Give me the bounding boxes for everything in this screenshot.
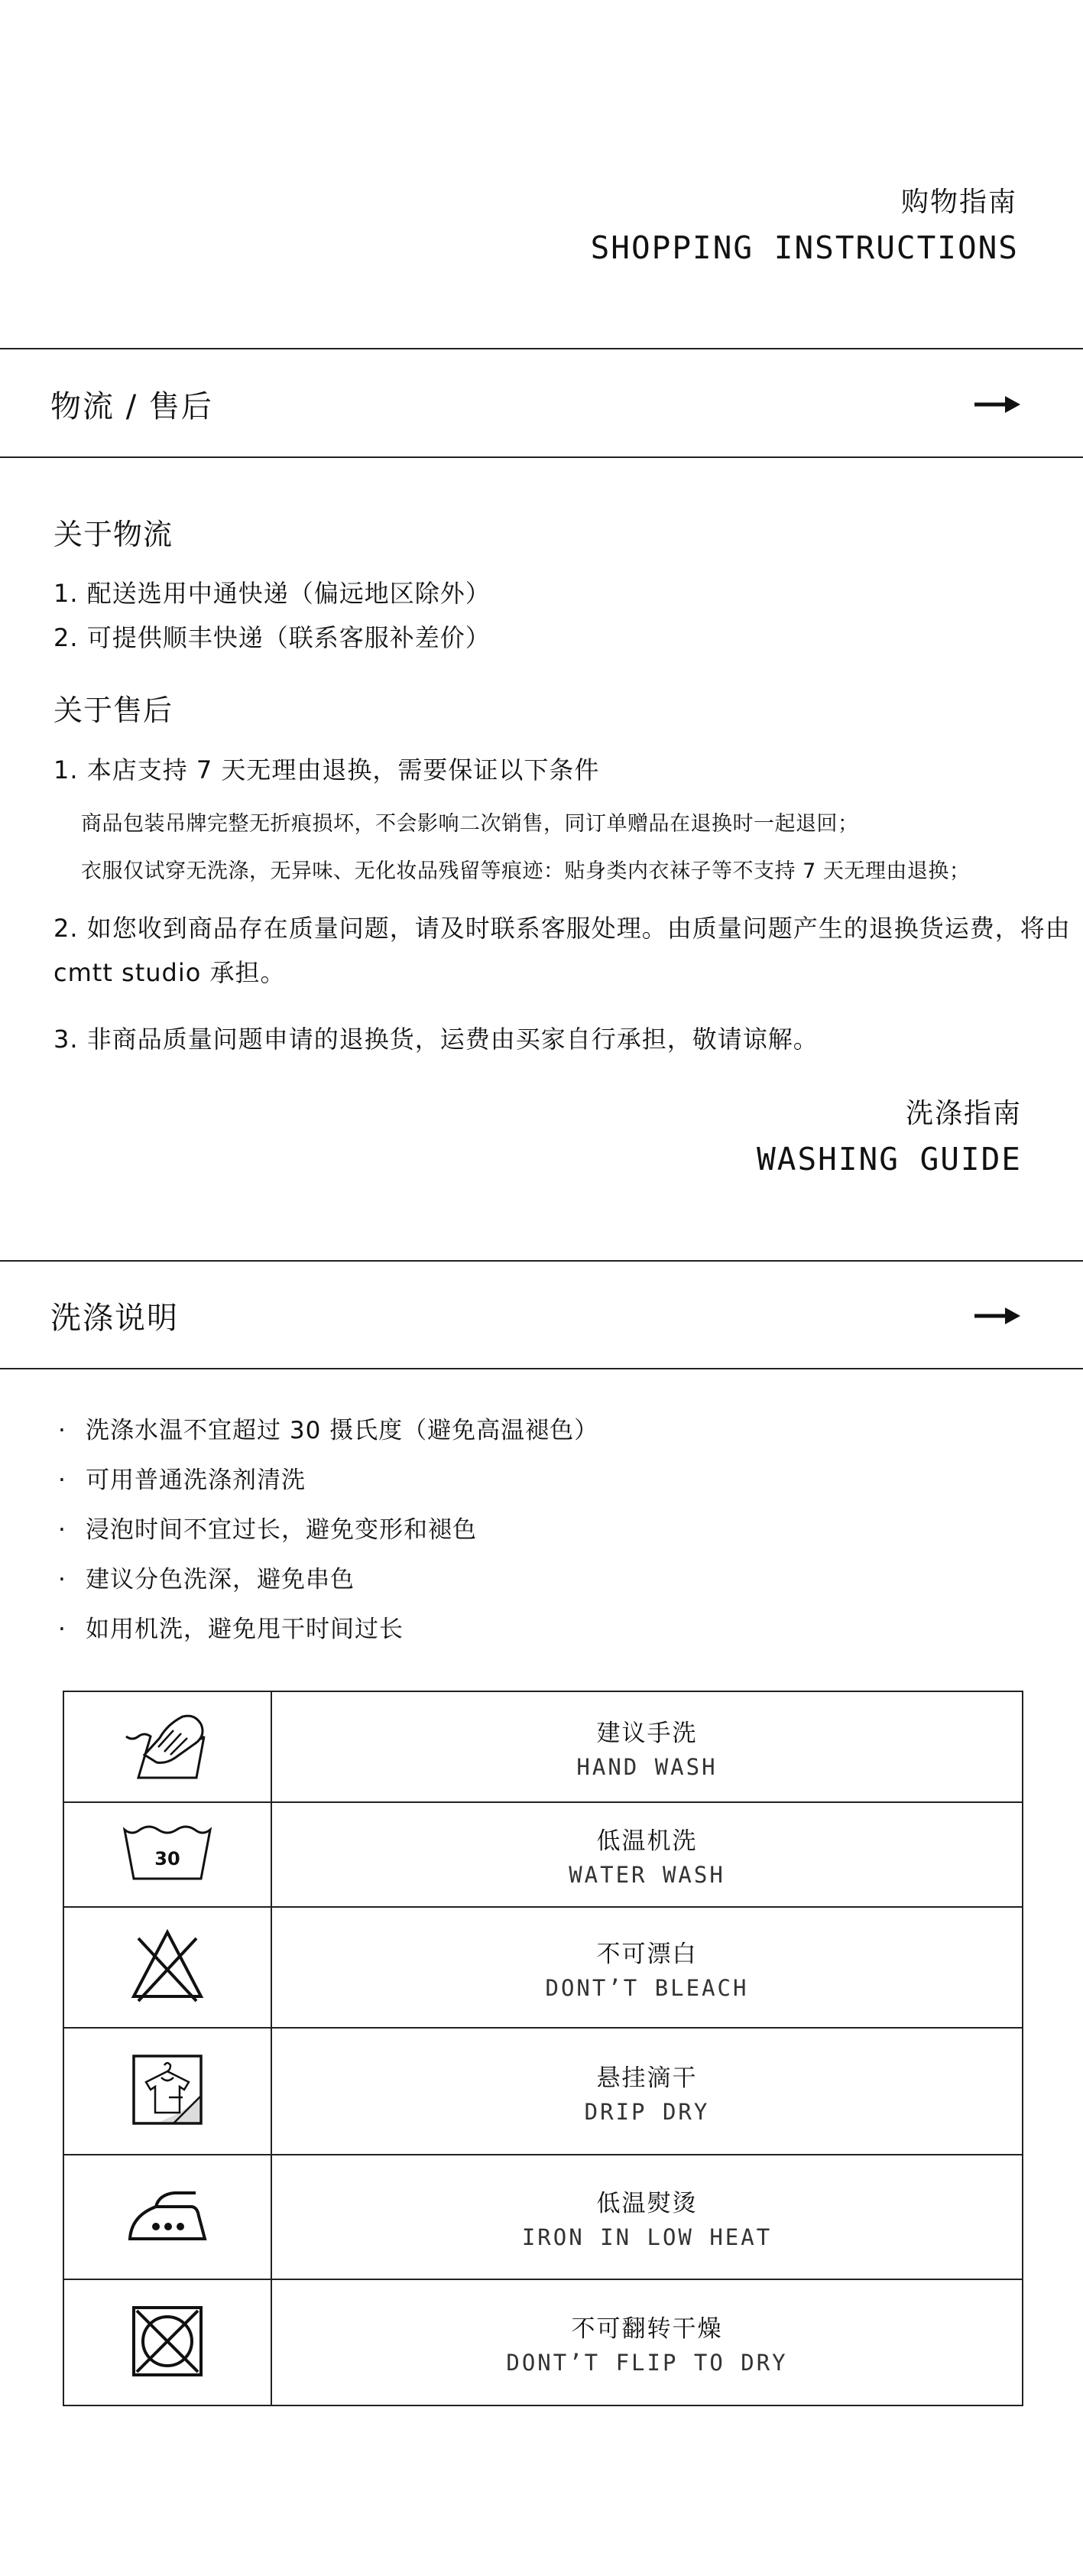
care-text-cell bbox=[271, 1691, 1023, 1802]
bullet-dot: · bbox=[58, 1566, 66, 1593]
bullet-dot: · bbox=[58, 1516, 66, 1544]
table-row bbox=[63, 2155, 1023, 2279]
care-label-en: IRON IN LOW HEAT bbox=[521, 2224, 773, 2250]
bullet-dot: · bbox=[58, 1417, 66, 1444]
table-row bbox=[63, 2028, 1023, 2155]
aftersale-title: 关于售后 bbox=[54, 694, 173, 727]
care-label-cn: 不可漂白 bbox=[596, 1940, 698, 1968]
care-label-en: DONT’T FLIP TO DRY bbox=[506, 2350, 788, 2376]
divider bbox=[0, 1260, 1083, 1262]
care-icon-cell bbox=[63, 1691, 271, 1802]
wash-30-icon bbox=[120, 1819, 215, 1888]
washing-tip: · 浸泡时间不宜过长，避免变形和褪色 bbox=[58, 1516, 477, 1544]
care-label-cn: 不可翻转干燥 bbox=[571, 2315, 723, 2343]
care-text-cell bbox=[271, 2155, 1023, 2279]
washing-heading-en: WASHING GUIDE bbox=[757, 1141, 1022, 1178]
shopping-heading-cn: 购物指南 bbox=[900, 187, 1017, 218]
table-row bbox=[63, 1691, 1023, 1802]
care-label-en: WATER WASH bbox=[569, 1862, 725, 1888]
aftersale-condition: 衣服仅试穿无洗涤，无异味、无化妆品残留等痕迹：贴身类内衣袜子等不支持 7 天无理由退换； bbox=[81, 859, 971, 883]
care-label-cn: 低温机洗 bbox=[596, 1827, 698, 1855]
logistics-title: 关于物流 bbox=[54, 518, 173, 551]
aftersale-item-1: 1. 本店支持 7 天无理由退换，需要保证以下条件 bbox=[54, 755, 600, 784]
care-icon-cell bbox=[63, 1802, 271, 1907]
care-icon-cell bbox=[63, 2028, 271, 2155]
table-row bbox=[63, 1802, 1023, 1907]
divider bbox=[0, 348, 1083, 349]
bullet-dot: · bbox=[58, 1467, 66, 1494]
aftersale-item-2: 2. 如您收到商品存在质量问题，请及时联系客服处理。由质量问题产生的退换货运费，将由 bbox=[54, 914, 1071, 943]
washing-tip: · 可用普通洗涤剂清洗 bbox=[58, 1467, 306, 1494]
drip-dry-icon bbox=[129, 2051, 206, 2128]
bullet-dot: · bbox=[58, 1616, 66, 1643]
arrow-right-icon[interactable] bbox=[974, 394, 1020, 415]
table-row bbox=[63, 1907, 1023, 2028]
care-label-cn: 悬挂滴干 bbox=[596, 2064, 698, 2092]
washing-tip: · 洗涤水温不宜超过 30 摄氏度（避免高温褪色） bbox=[58, 1417, 599, 1444]
washing-tip: · 建议分色洗深，避免串色 bbox=[58, 1566, 355, 1593]
iron-low-heat-icon bbox=[125, 2185, 209, 2246]
care-label-table bbox=[63, 1691, 1023, 2406]
washing-tip: · 如用机洗，避免甩干时间过长 bbox=[58, 1616, 404, 1643]
no-bleach-icon bbox=[129, 1928, 206, 2004]
care-text-cell bbox=[271, 1802, 1023, 1907]
table-row bbox=[63, 2279, 1023, 2405]
logistics-item: 2. 可提供顺丰快递（联系客服补差价） bbox=[54, 623, 491, 652]
care-icon-cell bbox=[63, 2155, 271, 2279]
washing-section-title: 洗涤说明 bbox=[50, 1301, 179, 1336]
aftersale-item-2-cont: cmtt studio 承担。 bbox=[54, 958, 286, 987]
divider bbox=[0, 456, 1083, 458]
shopping-heading-en: SHOPPING INSTRUCTIONS bbox=[590, 229, 1019, 266]
aftersale-item-3: 3. 非商品质量问题申请的退换货，运费由买家自行承担，敬请谅解。 bbox=[54, 1025, 819, 1054]
care-text-cell bbox=[271, 2028, 1023, 2155]
care-label-en: DRIP DRY bbox=[584, 2098, 710, 2125]
logistics-aftersale-title: 物流 / 售后 bbox=[50, 389, 213, 424]
arrow-right-icon[interactable] bbox=[974, 1305, 1020, 1327]
care-text-cell bbox=[271, 1907, 1023, 2028]
aftersale-condition: 商品包装吊牌完整无折痕损坏，不会影响二次销售，同订单赠品在退换时一起退回； bbox=[81, 812, 859, 836]
logistics-item: 1. 配送选用中通快递（偏远地区除外） bbox=[54, 579, 491, 608]
divider bbox=[0, 1368, 1083, 1369]
care-text-cell bbox=[271, 2279, 1023, 2405]
care-icon-cell bbox=[63, 1907, 271, 2028]
wash-temperature: 30 bbox=[154, 1847, 180, 1869]
no-tumble-dry-icon bbox=[129, 2303, 206, 2379]
care-label-cn: 建议手洗 bbox=[596, 1720, 698, 1747]
care-label-en: HAND WASH bbox=[576, 1754, 718, 1780]
care-label-cn: 低温熨烫 bbox=[596, 2190, 698, 2217]
care-label-en: DONT’T BLEACH bbox=[545, 1974, 749, 2001]
care-icon-cell bbox=[63, 2279, 271, 2405]
hand-wash-icon bbox=[122, 1707, 213, 1784]
washing-heading-cn: 洗涤指南 bbox=[905, 1098, 1022, 1129]
